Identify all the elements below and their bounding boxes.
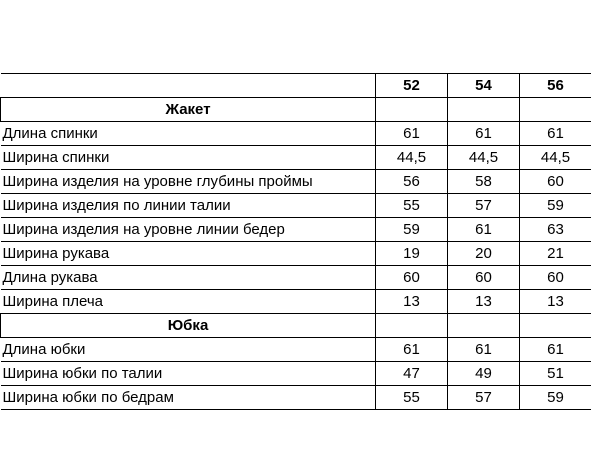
section-empty-cell [376,314,448,338]
section-empty-cell [520,98,591,122]
table-row [1,266,591,290]
measurement-value: 61 [376,338,448,362]
measurement-value: 61 [376,122,448,146]
measurement-value: 13 [376,290,448,314]
measurement-value: 21 [520,242,591,266]
measurement-label: Длина рукава [1,266,376,290]
measurement-value: 47 [376,362,448,386]
section-row [1,314,591,338]
measurement-value: 51 [520,362,591,386]
measurement-label: Длина спинки [1,122,376,146]
header-row [1,74,591,98]
measurement-value: 44,5 [376,146,448,170]
measurement-value: 61 [520,122,591,146]
measurement-value: 13 [520,290,591,314]
size-header-52: 52 [376,74,448,98]
measurement-label: Ширина изделия на уровне линии бедер [1,218,376,242]
measurement-value: 63 [520,218,591,242]
measurement-label: Ширина юбки по талии [1,362,376,386]
size-table [0,73,591,410]
measurement-value: 61 [448,122,520,146]
table-row [1,122,591,146]
measurement-value: 59 [376,218,448,242]
measurement-value: 19 [376,242,448,266]
table-row [1,362,591,386]
measurement-label: Ширина плеча [1,290,376,314]
measurement-label: Ширина изделия на уровне глубины проймы [1,170,376,194]
header-blank-cell [1,74,376,98]
section-empty-cell [448,314,520,338]
size-header-56: 56 [520,74,591,98]
measurement-value: 60 [520,266,591,290]
measurement-value: 60 [448,266,520,290]
table-row [1,170,591,194]
table-row [1,194,591,218]
section-empty-cell [520,314,591,338]
measurement-value: 13 [448,290,520,314]
measurement-label: Длина юбки [1,338,376,362]
measurement-value: 57 [448,386,520,410]
measurement-value: 20 [448,242,520,266]
size-table-body [1,74,591,410]
table-row [1,242,591,266]
section-title: Жакет [1,98,376,122]
measurement-label: Ширина юбки по бедрам [1,386,376,410]
measurement-value: 57 [448,194,520,218]
table-row [1,290,591,314]
measurement-value: 44,5 [520,146,591,170]
measurement-value: 61 [448,218,520,242]
measurement-value: 60 [376,266,448,290]
section-empty-cell [376,98,448,122]
table-row [1,218,591,242]
measurement-value: 55 [376,386,448,410]
table-row [1,338,591,362]
measurement-label: Ширина изделия по линии талии [1,194,376,218]
measurement-value: 55 [376,194,448,218]
section-empty-cell [448,98,520,122]
measurement-value: 49 [448,362,520,386]
measurement-value: 59 [520,386,591,410]
section-row [1,98,591,122]
measurement-value: 59 [520,194,591,218]
measurement-value: 56 [376,170,448,194]
measurement-label: Ширина рукава [1,242,376,266]
measurement-value: 61 [448,338,520,362]
measurement-value: 60 [520,170,591,194]
measurement-value: 44,5 [448,146,520,170]
measurement-value: 61 [520,338,591,362]
size-header-54: 54 [448,74,520,98]
table-row [1,146,591,170]
measurement-value: 58 [448,170,520,194]
table-row [1,386,591,410]
measurement-label: Ширина спинки [1,146,376,170]
section-title: Юбка [1,314,376,338]
